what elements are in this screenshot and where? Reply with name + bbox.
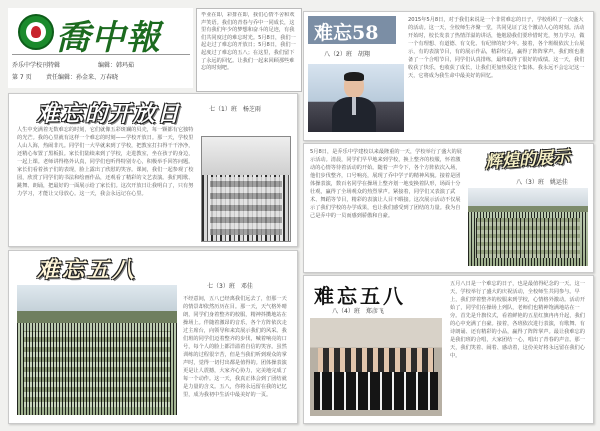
article-may8-left [8, 250, 298, 424]
open-day-title: 难忘的开放日 [37, 101, 182, 127]
article-open-day [8, 93, 298, 247]
may8-left-byline: 七（3）班 邓佳 [207, 283, 253, 290]
masthead-logo: 喬中報 [56, 18, 161, 58]
open-day-byline: 七（1）班 杨芝雨 [209, 106, 261, 113]
may8-right-text: 五月八日是一个难忘的日子，也是最值得纪念的一天。这一天，学校举行了盛大的庆祝活动，全校师生共同参与。早上，我们穿着整齐的校服来到学校，心情格外激动。活动开始了，同学们在操场上列队，老师们也精神饱满地站在一旁。首先是升旗仪式，看着鲜艳的五星红旗冉冉升起，我们的心中充满了自豪。接着，各班依次进行表演，有歌舞、有诗朗诵、还有精彩的小品，赢得了阵阵掌声。最让我难忘的是我们班的合唱，大家团结一心，唱出了青春的声音。那一天，我们笑着、闹着、感动着，这份美好将永远留在我们心中。 [450, 281, 585, 359]
may8-top-title: 难忘58 [314, 22, 379, 44]
article-glory [303, 143, 594, 273]
may8-right-title: 难忘五八 [314, 284, 406, 308]
class-group-photo [310, 318, 442, 416]
article-may8-right [303, 275, 594, 424]
issue-label: 第 7 页 [12, 74, 32, 81]
glory-title: 辉煌的展示 [484, 147, 571, 173]
school-emblem-icon [18, 14, 54, 50]
intro-box [196, 8, 302, 92]
may8-left-text: 不经意间，五八已经离我们远去了，但那一天的情景却依然历历在目。那一天，天气格外晴朗，同学们身着整齐的校服，精神抖擞地站在操场上。伴随着激昂的音乐，各个方阵依次走过主席台，向领导和来宾展示我们的风采。我们班的同学们迈着整齐的步伐，喊着响亮的口号，每个人的脸上都洋溢着自信的笑容。虽然训练的过程很辛苦，但是当我们听到观众的掌声时，觉得一切付出都是值得的。团体操表演更是让人震撼，大家齐心协力，完美地完成了每一个动作。这一天，我真正体会到了团结就是力量的含义。五八，你将永远留在我的记忆里，成为我初中生活中最美好的一页。 [183, 296, 287, 398]
edit-label: 编辑： [98, 62, 117, 69]
intro-text: 毕业在即，彩排在即，我们心情不舍和欢声笑语。我们的青春与乔中一同成长，这里有我们年少的梦想和奋斗的足迹，有我们共同度过的难忘时光。5月8日，我们一起走过了难忘的开放日；5月8日，我们一起度过了难忘的五八；在这里，我们留下了永远的回忆。让我们一起来回顾那些难忘的时刻吧。 [201, 12, 296, 72]
speaker-portrait-photo [308, 64, 404, 132]
article-may8-top [303, 11, 594, 141]
school-line: 乔乐中学校刊特辑 [12, 62, 61, 69]
may8-top-byline: 八（2）班 胡翔 [324, 51, 370, 58]
editor-label: 责任编辑：孙金来、万春晓 [46, 74, 119, 81]
editor-name: 韩玛茹 [116, 62, 135, 69]
open-day-classroom-photo [201, 136, 291, 242]
open-day-text: 人生中充满着无数难忘的时刻，它们就像五彩斑斓的贝壳，每一颗都有它独特的光芒。我的心里就有这样一个难忘的时刻——学校开放日。那一天，学校里人山人海，热闹非凡。同学们一大早就来到了学校，把教室打扫得干干净净，还精心布置了黑板报。家长们陆续来到了学校，走进教室，坐在孩子的身边，一起上课。老师讲得格外认真，同学们也听得特别专心，积极举手回答问题。家长们看着孩子们的表现，脸上露出了欣慰的笑容。课间，我们一起参观了校园，欣赏了同学们的书法和绘画作品，还观看了精彩的文艺表演。我们唱歌、跳舞、朗诵，把最好的一面展示给了家长们。这次开放日让我明白了，只有努力学习，才能让父母放心。这一天，我会永远记在心里。 [17, 127, 194, 197]
glory-text: 5月8日，是乔乐中学建校以来最隆重的一天，学校举行了盛大的展示活动。清晨，同学们早早地来到学校，换上整齐的校服，怀着激动的心情等待着活动的开始。随着一声令下，各个方阵依次入场，他们步伐整齐，口号响亮，展现了乔中学子的精神风貌。接着是团体操表演，数百名同学在操场上整齐划一地变换着队形，场面十分壮观，赢得了全场观众的热烈掌声。紧接着，同学们又表演了武术、舞蹈等节目，精彩的表演让人目不暇接。这次展示活动不仅展示了我们学校的办学成果，也让我们感受到了团结的力量。我为自己是乔中的一员而感到骄傲和自豪。 [310, 149, 462, 219]
may8-top-text: 2015年5月8日，对于我们来说是一个非常难忘的日子，学校组织了一次盛大的活动。这一天，全校师生齐聚一堂，共同见证了这个激动人心的时刻。活动开始时，校长发表了热情洋溢的讲话，他勉励我们要珍惜时光，努力学习，做一个有理想、有道德、有文化、有纪律的好少年。接着，各个班级依次上台展示，有的表演节目，有的展示作品，精彩纷呈，赢得了阵阵掌声。我们班也准备了一个合唱节目，同学们认真排练，最终取得了很好的成绩。这一天，我们收获了快乐，也收获了成长，让我们更加热爱这个集体。我永远不会忘记这一天，它将成为我生命中最美好的回忆。 [408, 17, 585, 79]
glory-byline: 八（3）班 姚运佳 [516, 179, 568, 186]
sports-field-photo [468, 188, 588, 266]
may8-right-byline: 八（4）班 郑彦飞 [332, 308, 384, 315]
parade-formation-photo [17, 285, 177, 415]
masthead-panel [8, 8, 193, 88]
may8-left-title: 难忘五八 [37, 257, 138, 283]
